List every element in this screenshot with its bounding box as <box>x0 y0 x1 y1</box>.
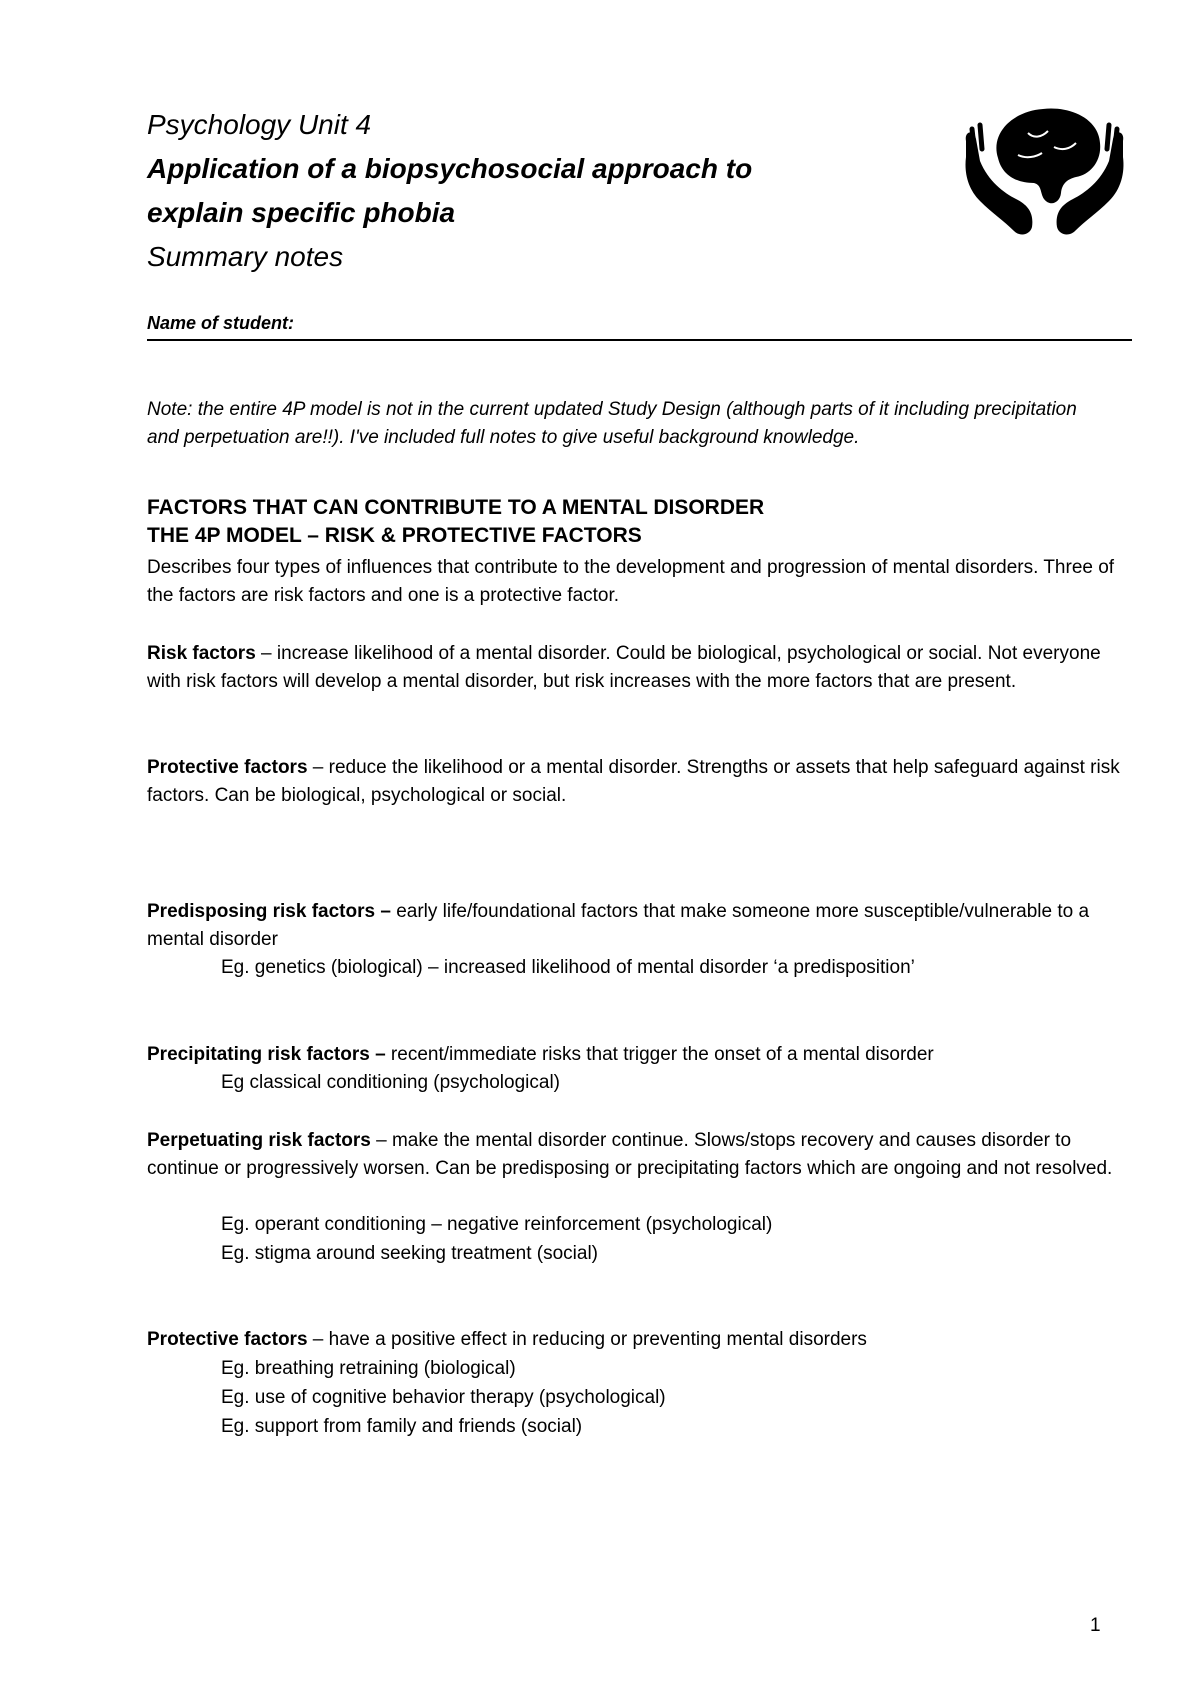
background-note: Note: the entire 4P model is not in the current updated Study Design (although parts of it including precipitation and perpetuation are!!). I've included full notes to give useful background knowledge. <box>147 399 1077 448</box>
perpetuating-example-1: Eg. operant conditioning – negative reinforcement (psychological) <box>221 1214 773 1235</box>
page-number: 1 <box>1090 1615 1101 1636</box>
protective-example-1: Eg. breathing retraining (biological) <box>221 1358 516 1379</box>
predisposing-paragraph <box>147 898 1122 954</box>
brain-in-hands-icon <box>958 103 1131 239</box>
document-title-line1: Application of a biopsychosocial approach to <box>147 153 753 184</box>
brain-icon <box>996 109 1100 204</box>
protective-factors-paragraph <box>147 754 1122 810</box>
precipitating-term: Precipitating risk factors – <box>147 1044 386 1065</box>
protective-factors-detail-text: – have a positive effect in reducing or preventing mental disorders <box>307 1329 867 1350</box>
perpetuating-text: – make the mental disorder continue. Slows/stops recovery and causes disorder to continue or progressively worsen. Can be predisposing or precipitating factors which are ongoing and not resolved. <box>147 1130 1113 1179</box>
protective-factors-term: Protective factors <box>147 757 308 778</box>
protective-example-2: Eg. use of cognitive behavior therapy (psychological) <box>221 1387 666 1408</box>
risk-factors-term: Risk factors <box>147 643 256 664</box>
risk-factors-text: – increase likelihood of a mental disorder. Could be biological, psychological or social. Not everyone with risk factors will develop a mental disorder, but risk increases with the more factors that are present. <box>147 643 1101 692</box>
perpetuating-term: Perpetuating risk factors <box>147 1130 371 1151</box>
risk-factors-paragraph <box>147 640 1122 696</box>
document-subtitle: Summary notes <box>147 241 344 272</box>
section-heading-factors: FACTORS THAT CAN CONTRIBUTE TO A MENTAL DISORDER <box>147 496 765 519</box>
predisposing-text: early life/foundational factors that make someone more susceptible/vulnerable to a mental disorder <box>147 901 1090 950</box>
precipitating-paragraph <box>147 1041 1122 1069</box>
precipitating-example: Eg classical conditioning (psychological) <box>221 1072 561 1093</box>
document-title-line2: explain specific phobia <box>147 197 456 228</box>
precipitating-text: recent/immediate risks that trigger the onset of a mental disorder <box>385 1044 934 1065</box>
student-name-label: Name of student: <box>147 313 295 333</box>
student-name-underline <box>147 339 1132 341</box>
protective-factors-detail-paragraph <box>147 1326 1122 1354</box>
predisposing-term: Predisposing risk factors – <box>147 901 391 922</box>
section-heading-4p-model: THE 4P MODEL – RISK & PROTECTIVE FACTORS <box>147 524 642 547</box>
protective-example-3: Eg. support from family and friends (social) <box>221 1416 583 1437</box>
perpetuating-example-2: Eg. stigma around seeking treatment (social) <box>221 1243 599 1264</box>
perpetuating-paragraph <box>147 1127 1122 1183</box>
protective-factors-text: – reduce the likelihood or a mental disorder. Strengths or assets that help safeguard against risk factors. Can be biological, psychological or social. <box>147 757 1120 806</box>
predisposing-example: Eg. genetics (biological) – increased likelihood of mental disorder ‘a predisposition’ <box>221 957 915 978</box>
intro-paragraph: Describes four types of influences that contribute to the development and progression of mental disorders. Three of the factors are risk factors and one is a protective factor. <box>147 557 1115 606</box>
unit-title: Psychology Unit 4 <box>147 109 372 140</box>
protective-factors-detail-term: Protective factors <box>147 1329 308 1350</box>
